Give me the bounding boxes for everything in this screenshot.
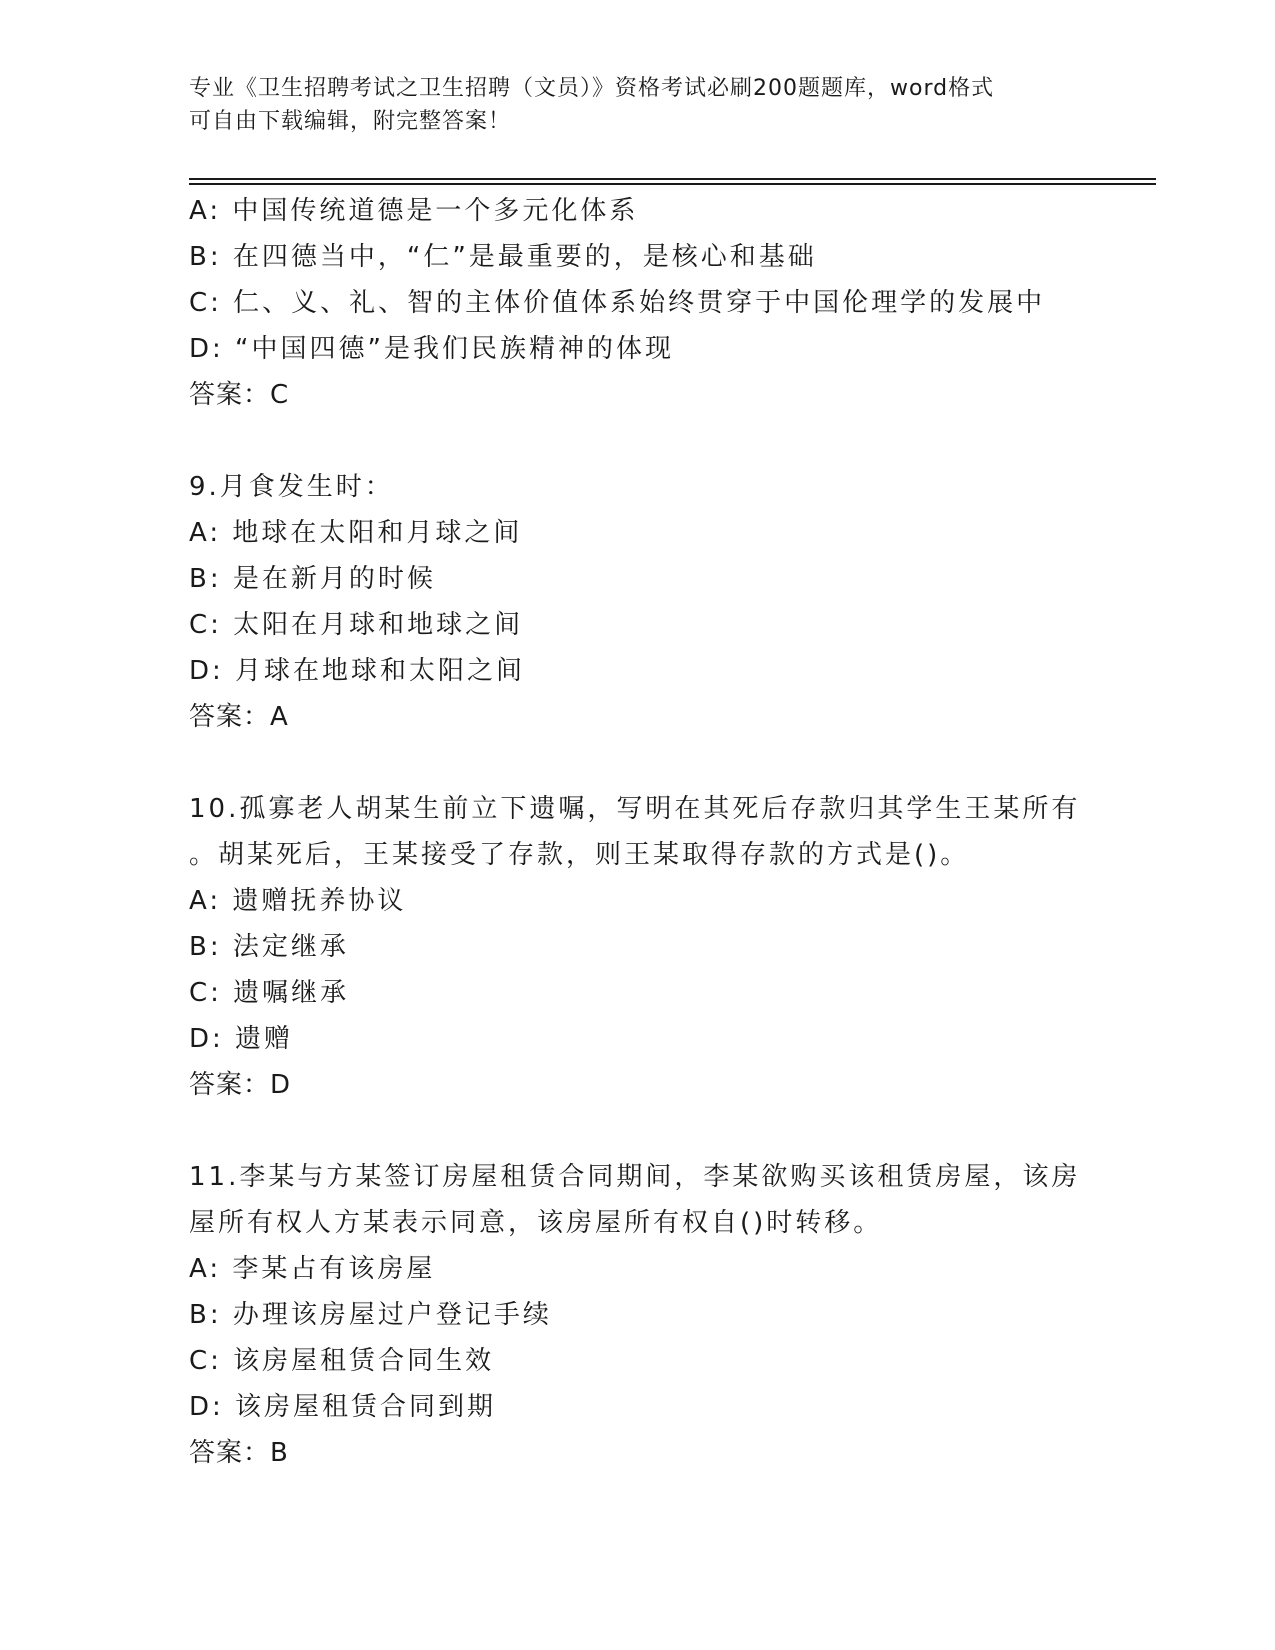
answer-line: 答案：D [189, 1070, 292, 1100]
question-stem: 11.李某与方某签订房屋租赁合同期间，李某欲购买该租赁房屋，该房 [189, 1162, 1081, 1192]
option-a: A: 中国传统道德是一个多元化体系 [189, 196, 639, 226]
option-b: B: 办理该房屋过户登记手续 [189, 1300, 552, 1330]
option-b: B: 是在新月的时候 [189, 564, 436, 594]
header-line-1: 专业《卫生招聘考试之卫生招聘（文员）》资格考试必刷200题题库，word格式 [189, 76, 995, 101]
question-block-9 [189, 464, 1089, 740]
answer-line: 答案：A [189, 702, 289, 732]
question-block-continued [189, 188, 1089, 418]
option-d: D: 月球在地球和太阳之间 [189, 656, 526, 686]
option-c: C: 太阳在月球和地球之间 [189, 610, 524, 640]
question-stem: 9.月食发生时： [189, 472, 394, 502]
question-block-11 [189, 1154, 1089, 1476]
option-c: C: 该房屋租赁合同生效 [189, 1346, 495, 1376]
option-c: C: 遗嘱继承 [189, 978, 350, 1008]
question-block-10 [189, 786, 1089, 1108]
answer-line: 答案：C [189, 380, 290, 410]
spacer [189, 740, 1089, 786]
option-a: A: 李某占有该房屋 [189, 1254, 436, 1284]
option-b: B: 在四德当中，“仁”是最重要的，是核心和基础 [189, 242, 817, 272]
header-divider-top [189, 178, 1156, 180]
question-stem-continuation: 屋所有权人方某表示同意，该房屋所有权自()时转移。 [189, 1208, 883, 1238]
question-list [189, 188, 1089, 1476]
header-line-2: 可自由下载编辑，附完整答案！ [189, 109, 512, 134]
header-divider-bottom [189, 183, 1156, 185]
spacer [189, 418, 1089, 464]
option-a: A: 遗赠抚养协议 [189, 886, 407, 916]
spacer [189, 1108, 1089, 1154]
option-d: D: 遗赠 [189, 1024, 294, 1054]
option-c: C: 仁、义、礼、智的主体价值体系始终贯穿于中国伦理学的发展中 [189, 288, 1046, 318]
question-stem: 10.孤寡老人胡某生前立下遗嘱，写明在其死后存款归其学生王某所有 [189, 794, 1081, 824]
option-b: B: 法定继承 [189, 932, 349, 962]
option-d: D: “中国四德”是我们民族精神的体现 [189, 334, 674, 364]
answer-line: 答案：B [189, 1438, 289, 1468]
document-header [189, 72, 1089, 138]
option-a: A: 地球在太阳和月球之间 [189, 518, 523, 548]
option-d: D: 该房屋租赁合同到期 [189, 1392, 497, 1422]
question-stem-continuation: 。胡某死后，王某接受了存款，则王某取得存款的方式是()。 [189, 840, 970, 870]
